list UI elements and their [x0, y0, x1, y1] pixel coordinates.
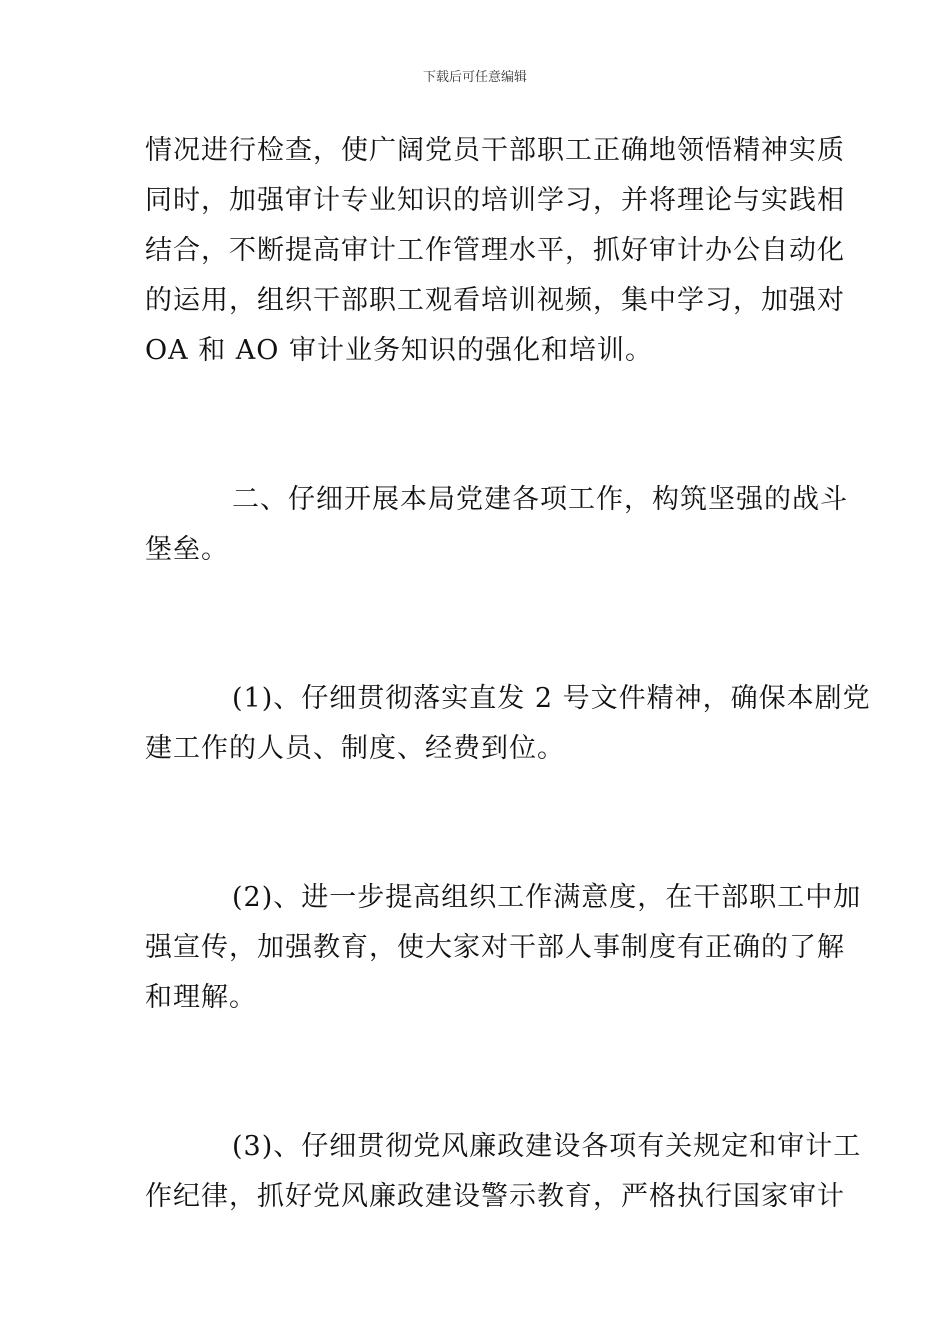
list-item-3: (3)、仔细贯彻党风廉政建设各项有关规定和审计工 [232, 1131, 862, 1162]
text-line: 和理解。 [145, 982, 257, 1013]
text-line: 作纪律，抓好党风廉政建设警示教育，严格执行国家审计 [145, 1181, 845, 1212]
page-header: 下载后可任意编辑 [422, 70, 527, 85]
section-heading: 二、仔细开展本局党建各项工作，构筑坚强的战斗 [232, 484, 848, 515]
text-line: 同时，加强审计专业知识的培训学习，并将理论与实践相 [145, 185, 845, 216]
text-line: 情况进行检查，使广阔党员干部职工正确地领悟精神实质 [145, 135, 845, 166]
text-line: 建工作的人员、制度、经费到位。 [145, 733, 565, 764]
list-item-1: (1)、仔细贯彻落实直发 2 号文件精神，确保本剧党 [232, 683, 871, 714]
text-line: 强宣传，加强教育，使大家对干部人事制度有正确的了解 [145, 932, 845, 963]
text-line: OA 和 AO 审计业务知识的强化和培训。 [145, 335, 654, 366]
text-line: 的运用，组织干部职工观看培训视频，集中学习，加强对 [145, 285, 845, 316]
text-line: 堡垒。 [145, 534, 229, 565]
list-item-2: (2)、进一步提高组织工作满意度，在干部职工中加 [232, 882, 862, 913]
text-line: 结合，不断提高审计工作管理水平，抓好审计办公自动化 [145, 235, 845, 266]
